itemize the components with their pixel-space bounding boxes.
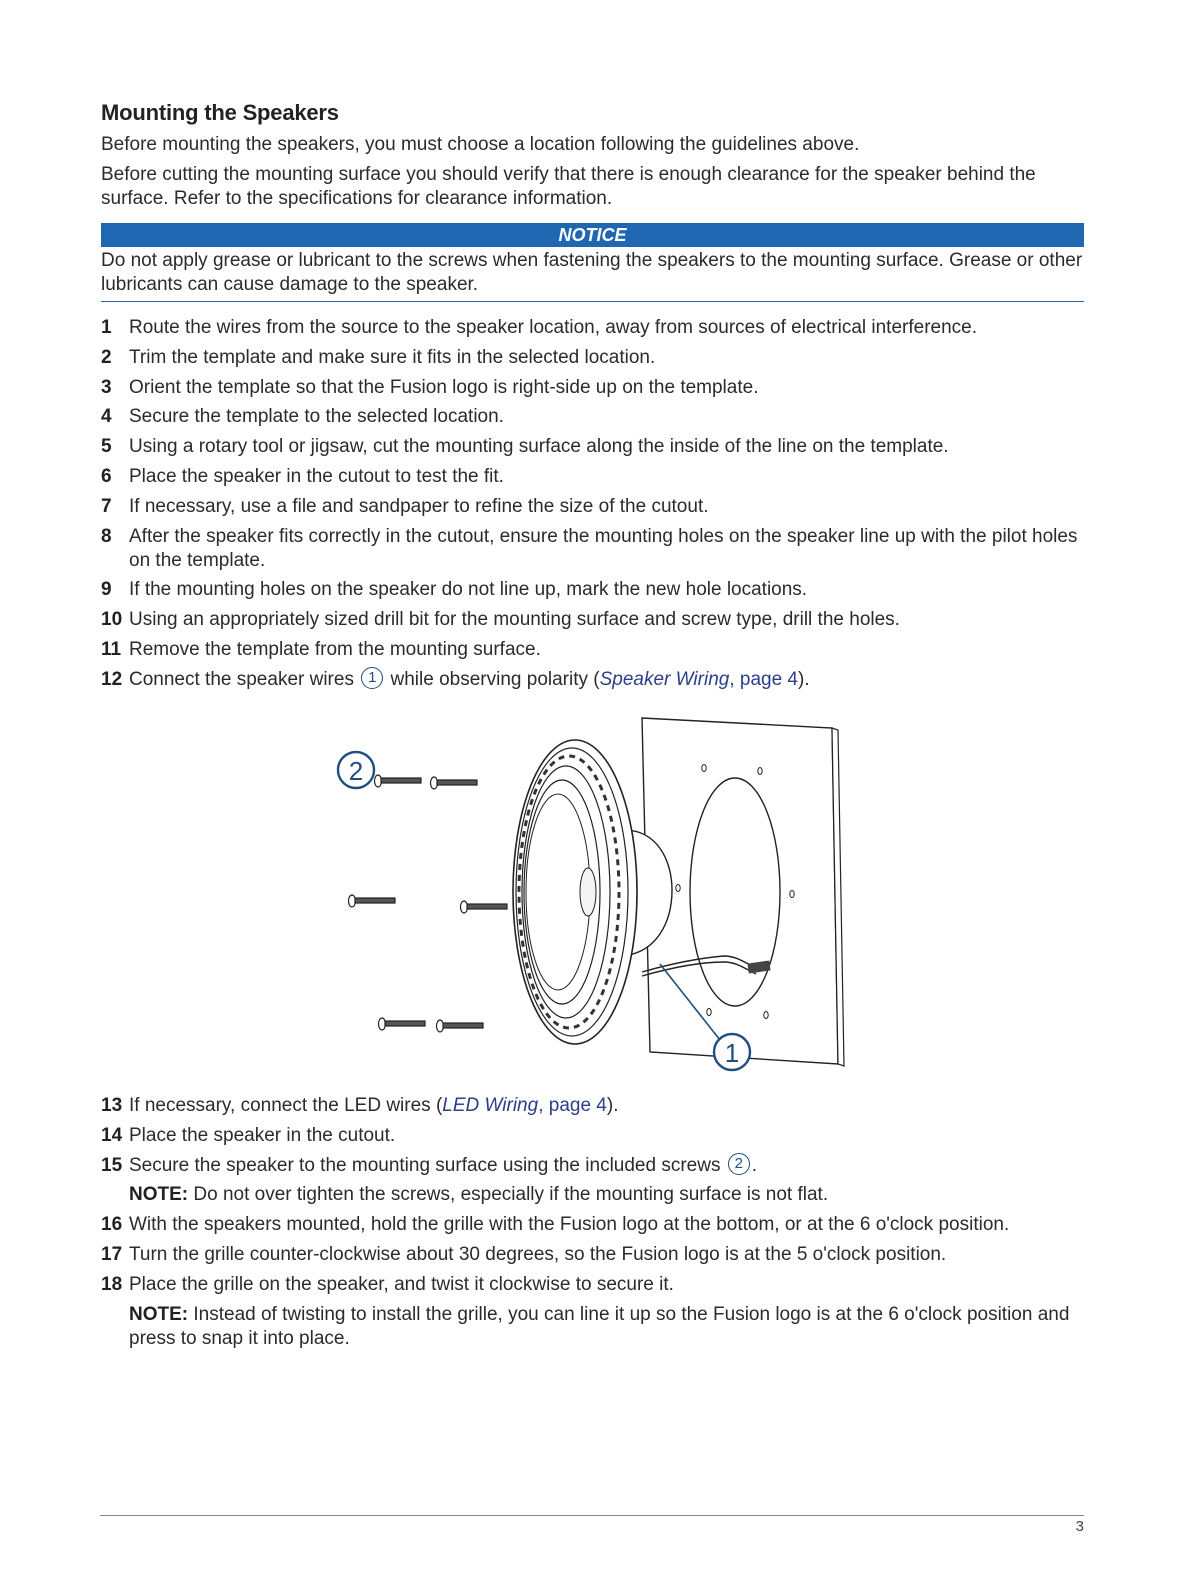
- callout-1-label: 1: [724, 1038, 740, 1068]
- screw-icon: [461, 901, 508, 913]
- list-item: [101, 1124, 1084, 1148]
- step-number: 18: [101, 1273, 123, 1295]
- step-number: 10: [101, 609, 123, 631]
- step-text: Using an appropriately sized drill bit for the mounting surface and screw type, drill the holes.: [129, 609, 900, 631]
- page-content: [101, 100, 1084, 698]
- step-text: If necessary, use a file and sandpaper to refine the size of the cutout.: [129, 495, 709, 517]
- list-item: [101, 316, 1084, 340]
- step-number: 16: [101, 1214, 123, 1236]
- step-text: After the speaker fits correctly in the cutout, ensure the mounting holes on the speaker line up with the pilot holes on the template.: [129, 525, 1078, 571]
- list-item: [101, 435, 1084, 459]
- list-item: [101, 1154, 1084, 1178]
- step-number: 17: [101, 1243, 123, 1265]
- step-text: Place the speaker in the cutout.: [129, 1124, 396, 1146]
- step-text: Secure the speaker to the mounting surface using the included screws: [129, 1154, 721, 1176]
- speaker-illustration: [320, 712, 850, 1082]
- screw-icon: [437, 1020, 484, 1032]
- step-number: 4: [101, 406, 112, 428]
- callout-2-label: 2: [348, 756, 364, 786]
- note-label: NOTE:: [129, 1184, 189, 1206]
- step-number: 14: [101, 1124, 123, 1146]
- step-number: 12: [101, 668, 123, 690]
- screw-icon: [379, 1018, 426, 1030]
- step-text: Route the wires from the source to the speaker location, away from sources of electrical interference.: [129, 317, 978, 338]
- step-number: 2: [101, 346, 112, 368]
- step-text: Remove the template from the mounting surface.: [129, 638, 541, 660]
- step-text: Connect the speaker wires: [129, 668, 354, 690]
- steps-list-a: [101, 316, 1084, 692]
- list-item: [101, 376, 1084, 400]
- note-label: NOTE:: [129, 1303, 189, 1325]
- intro-paragraph-2: Before cutting the mounting surface you should verify that there is enough clearance for the speaker behind the surface. Refer to the specifications for clearance information.: [101, 164, 1036, 209]
- callout-1-icon: 1: [361, 667, 383, 689]
- step-text: while observing polarity (: [390, 668, 600, 690]
- page-content-lower: [101, 1094, 1084, 1356]
- list-item: [101, 1094, 1084, 1118]
- step-text: ).: [798, 668, 810, 690]
- intro-paragraph-1: Before mounting the speakers, you must choose a location following the guidelines above.: [101, 134, 860, 155]
- step-text: If necessary, connect the LED wires (: [129, 1095, 443, 1116]
- note-text: Instead of twisting to install the grille, you can line it up so the Fusion logo is at the 6 o'clock position and press to snap it into place.: [129, 1303, 1070, 1349]
- step-text: Place the grille on the speaker, and twist it clockwise to secure it.: [129, 1273, 674, 1295]
- page-title: Mounting the Speakers: [101, 100, 339, 125]
- list-item: [101, 1243, 1084, 1267]
- step-number: 13: [101, 1095, 123, 1116]
- step-text: Turn the grille counter-clockwise about 30 degrees, so the Fusion logo is at the 5 o'clock position.: [129, 1243, 947, 1265]
- list-item: [101, 1273, 1084, 1297]
- step-number: 11: [101, 638, 122, 660]
- step-number: 15: [101, 1154, 123, 1176]
- list-item: [101, 405, 1084, 429]
- speaker-wiring-page-link[interactable]: , page 4: [729, 668, 798, 690]
- step-text: ).: [606, 1095, 619, 1116]
- list-item: [101, 638, 1084, 662]
- footer-divider: [100, 1515, 1084, 1516]
- list-item: [101, 608, 1084, 632]
- speaker-mounting-figure: [320, 712, 850, 1082]
- step-number: 5: [101, 436, 112, 458]
- note-step-15: [101, 1183, 1084, 1207]
- list-item: [101, 346, 1084, 370]
- steps-list-c: [101, 1213, 1084, 1297]
- step-text: Using a rotary tool or jigsaw, cut the mounting surface along the inside of the line on the template.: [129, 436, 949, 458]
- step-number: 6: [101, 465, 112, 487]
- note-step-18: [101, 1303, 1084, 1351]
- step-number: 9: [101, 579, 112, 601]
- step-text: Trim the template and make sure it fits in the selected location.: [129, 346, 656, 368]
- notice-label: NOTICE: [101, 223, 1084, 247]
- step-number: 3: [101, 376, 112, 398]
- list-item: [101, 668, 1084, 692]
- note-text: Do not over tighten the screws, especially if the mounting surface is not flat.: [193, 1184, 829, 1206]
- led-wiring-link[interactable]: LED Wiring: [442, 1095, 539, 1116]
- led-wiring-page-link[interactable]: , page 4: [538, 1095, 607, 1116]
- step-text: With the speakers mounted, hold the grille with the Fusion logo at the bottom, or at the 6 o'clock position.: [129, 1214, 1010, 1236]
- step-number: 1: [101, 317, 112, 338]
- screw-icon: [349, 895, 396, 907]
- callout-2-icon: 2: [728, 1153, 750, 1175]
- list-item: [101, 525, 1084, 573]
- list-item: [101, 578, 1084, 602]
- step-text: Place the speaker in the cutout to test the fit.: [129, 465, 504, 487]
- step-text: If the mounting holes on the speaker do not line up, mark the new hole locations.: [129, 579, 808, 601]
- page-number: 3: [1075, 1518, 1084, 1535]
- step-text: .: [751, 1154, 758, 1176]
- notice-box: [101, 223, 1084, 302]
- screw-icon: [375, 775, 422, 787]
- screw-icon: [431, 777, 478, 789]
- speaker-wiring-link[interactable]: Speaker Wiring: [599, 668, 730, 690]
- list-item: [101, 465, 1084, 489]
- step-text: Secure the template to the selected location.: [129, 406, 504, 428]
- list-item: [101, 495, 1084, 519]
- step-number: 7: [101, 495, 112, 517]
- step-text: Orient the template so that the Fusion logo is right-side up on the template.: [129, 376, 759, 398]
- list-item: [101, 1213, 1084, 1237]
- steps-list-b: [101, 1094, 1084, 1178]
- step-number: 8: [101, 525, 112, 547]
- notice-text: Do not apply grease or lubricant to the screws when fastening the speakers to the mounting surface. Grease or other lubricants can cause damage to the speaker.: [101, 250, 1083, 295]
